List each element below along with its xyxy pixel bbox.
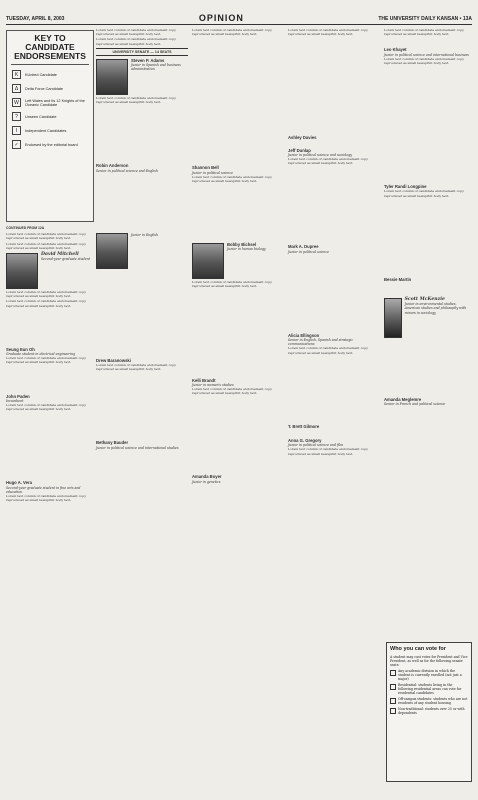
candidate-name: Drew Baranowski [96,357,131,363]
key-item [12,98,88,107]
candidate-header [6,253,92,289]
candidate-name: Amanda Meglemre [384,397,422,403]
body-paragraph: Lorem text column of candidate endorsement copy reproduced as small newsprint body text. [384,189,464,198]
column-1 [6,224,92,503]
candidate-name: Jeff Dunlap [288,147,311,153]
candidate-title: Junior in political science and film [288,443,344,448]
body-paragraph: Lorem text column of candidate endorsement copy reproduced as small newsprint body text. [192,28,272,37]
key-item [12,126,88,135]
body-paragraph: Lorem text column of candidate endorsement copy reproduced as small newsprint body text. [384,56,464,66]
body-paragraph: Lorem text column of candidate endorsement copy reproduced as small newsprint body text. [6,494,86,503]
body-paragraph: Lorem text column of candidate endorsement copy reproduced as small newsprint body text. [384,28,464,37]
body-paragraph: Lorem text column of candidate endorsement copy reproduced as small newsprint body text. [288,346,368,355]
candidate-title: Second-year graduate student [41,257,90,262]
column-5 [384,28,472,406]
endorsed-check-icon: ✓ [12,140,21,149]
body-paragraph: Lorem text column of candidate endorsement copy reproduced as small newsprint body text. [6,290,86,299]
sidebar-item-text: Off-campus students: students who are not residents of any student housing [398,697,468,705]
who-you-can-vote-for-box [386,642,472,782]
key-label: Delta Force Candidate [25,86,63,91]
key-label: Endorsed by the editorial board [25,142,78,147]
candidate-name: Hugo A. Vera [6,480,32,486]
sidebar-item-text: A student may cast votes for President and Vice President, as well as for the following senate seats: [390,655,468,667]
candidate-title: Junior in English [131,232,159,237]
sidebar-item-text: Non-traditional: students over 25 or with dependents [398,707,465,715]
key-item [12,70,88,79]
candidate-header [384,298,472,338]
body-paragraph: Lorem text column of candidate endorsement copy reproduced as small newsprint body text. [288,28,368,37]
key-item [12,112,88,121]
candidate-name: Leo Khayet [384,47,407,53]
sidebar-item [390,683,468,695]
candidate-name: Amanda Boyer [192,474,222,480]
sidebar-item [390,707,468,715]
candidate-title: Incumbent [6,398,24,403]
sidebar-item [390,669,468,681]
key-item [12,140,88,149]
candidate-name: Scott McKenzie [404,297,445,303]
body-paragraph: Lorem text column of candidate endorsement copy reproduced as small newsprint body text. [6,403,86,412]
candidate-photo [192,243,224,279]
candidate-name: Robin Anderson [96,163,129,169]
candidate-name: Bessie Martin [384,276,412,282]
candidate-name: Bobby Bichsel [227,242,257,248]
candidate-title: Junior in political science [288,249,330,254]
candidate-name: T. Brett Gilmore [288,423,320,429]
masthead [6,4,472,25]
candidate-title: Junior in political science and international business [384,52,469,57]
candidate-title: Junior in political science and sociology [288,152,353,157]
section-title: OPINION [198,13,244,23]
column-2 [96,28,188,450]
checkbox-icon [390,684,396,690]
candidate-header [96,59,188,95]
candidate-title: Senior in political science and English [96,168,158,173]
key-title: KEY TO CANDIDATE ENDORSEMENTS [11,34,89,65]
candidate-name: Shannon Bell [192,165,219,171]
candidate-name: Alicia Ellingson [288,332,320,338]
body-paragraph: Lorem text column of candidate endorsement copy reproduced as small newsprint body text. [96,363,176,372]
candidate-photo [6,253,38,289]
checkbox-icon [390,670,396,676]
key-item [12,84,88,93]
candidate-name: Bethany Bauder [96,440,129,446]
candidate-name: David Mitchell [41,252,79,258]
column-4 [288,28,380,457]
candidate-title: Junior in women's studies [192,382,234,387]
body-paragraph: Lorem text column of candidate endorsement copy reproduced as small newsprint body text. [96,37,176,46]
body-paragraph: Lorem text column of candidate endorsement copy reproduced as small newsprint body text. [96,28,176,37]
body-paragraph: Lorem text column of candidate endorsement copy reproduced as small newsprint body text. [192,387,272,396]
key-label: Left Wales and Its 12 Knights of the Oceanic Candidate [25,98,85,107]
candidate-name: Seung Eun Oh [6,346,35,352]
issue-date: TUESDAY, APRIL 8, 2003 [6,16,65,22]
body-paragraph: Lorem text column of candidate endorsement copy reproduced as small newsprint body text. [192,280,272,289]
candidate-name: Mark A. Dupree [288,244,319,250]
candidate-header [96,233,188,269]
candidate-title: Junior in environmental studies, American studies and philosophy with minors in sociology [404,302,467,315]
body-paragraph: Lorem text column of candidate endorsement copy reproduced as small newsprint body text. [6,356,86,365]
candidate-photo [96,59,128,95]
body-paragraph: Lorem text column of candidate endorsement copy reproduced as small newsprint body text. [6,241,86,250]
sidebar-item [390,697,468,705]
senate-banner: UNIVERSITY SENATE — 14 SEATS [96,48,188,56]
kunited-icon: K [12,70,21,79]
candidate-title: Junior in Spanish and business administration [131,63,181,72]
candidate-title: Junior in human biology [227,247,266,252]
candidate-name: Steven P. Adams [131,58,165,64]
body-paragraph: Lorem text column of candidate endorsement copy reproduced as small newsprint body text. [288,447,368,456]
key-label: Independent Candidates [25,128,67,133]
candidate-title: Senior in French and political science [384,402,446,407]
unseen-icon: ? [12,112,21,121]
candidate-name: Anna G. Gregory [288,438,322,444]
candidate-title: Junior in political science [192,170,234,175]
body-paragraph: Lorem text column of candidate endorsement copy reproduced as small newsprint body text. [96,96,176,105]
candidate-title: Junior in genetics [192,479,221,484]
candidate-name: Ashley Davies [288,135,317,141]
body-paragraph: Lorem text column of candidate endorsement copy reproduced as small newsprint body text. [6,232,86,241]
checkbox-icon [390,708,396,714]
candidate-header [192,243,284,279]
candidate-photo [384,298,402,338]
sidebar-item-text: Residential: students living in the following residential areas can vote for residential candidates [398,683,462,695]
candidate-title: Graduate student in electrical engineering [6,352,76,357]
checkbox-icon [390,698,396,704]
candidate-title: Second-year graduate student in fine arts and education [6,485,81,494]
candidate-title: Senior in English, Spanish and strategic communications [288,338,354,347]
endorsement-key-box [6,30,94,222]
continued-from: CONTINUED FROM 12A [6,226,45,230]
sidebar-item-text: Any academic division in which the student is currently enrolled (not just a major) [398,669,462,681]
column-3 [192,28,284,484]
body-paragraph: Lorem text column of candidate endorsement copy reproduced as small newsprint body text. [288,157,368,166]
body-paragraph: Lorem text column of candidate endorsement copy reproduced as small newsprint body text. [192,174,272,184]
key-label: Unseen Candidate [25,114,57,119]
sidebar-title: Who you can vote for [390,646,446,652]
candidate-name: Kelli Brandt [192,377,216,383]
candidate-photo [96,233,128,269]
body-paragraph: Lorem text column of candidate endorsement copy reproduced as small newsprint body text. [6,299,86,308]
paper-name: THE UNIVERSITY DAILY KANSAN • 13A [378,16,472,22]
sidebar-item [390,655,468,667]
independent-icon: I [12,126,21,135]
candidate-name: Tyler Randi Longpine [384,184,427,190]
left-wales-icon: W [12,98,21,107]
delta-force-icon: Δ [12,84,21,93]
candidate-name: John Paden [6,393,30,399]
key-label: KUnited Candidate [25,72,57,77]
candidate-title: Junior in political science and international studies [96,445,179,450]
